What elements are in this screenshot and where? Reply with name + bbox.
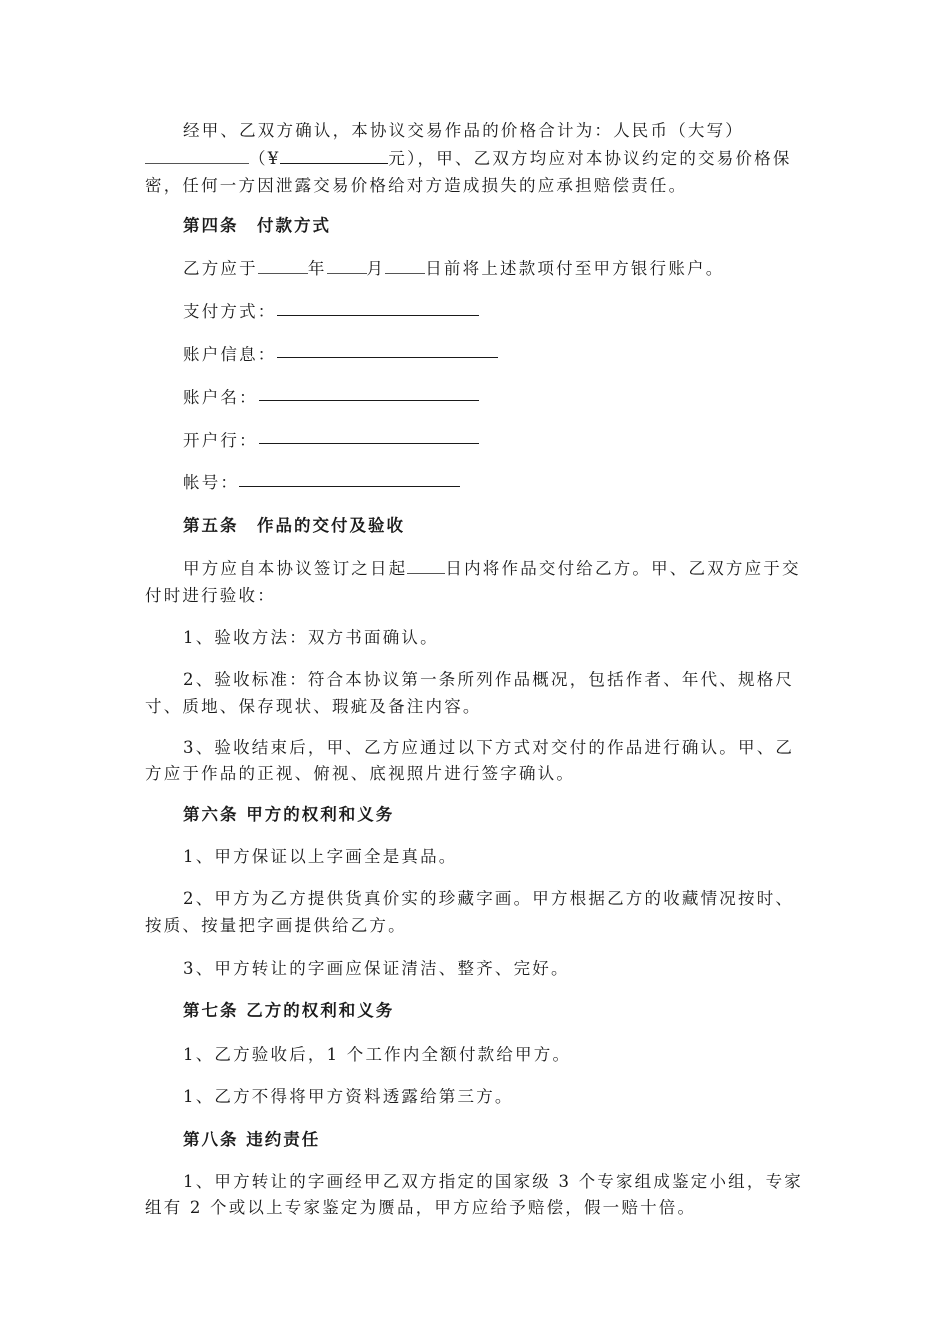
account-info-label: 账户信息：: [183, 345, 277, 364]
account-number-field[interactable]: [239, 486, 460, 487]
account-name-field[interactable]: [259, 400, 479, 401]
delivery-days-blank[interactable]: [407, 559, 445, 574]
article-4-title: 第四条 付款方式: [183, 216, 331, 235]
article-7-title: 第七条 乙方的权利和义务: [183, 1001, 395, 1020]
price-clause-line2: （¥ 元），甲、乙双方均应对本协议约定的交易价格保: [145, 145, 805, 169]
breach-item-1-line1: 1、甲方转让的字画经甲乙双方指定的国家级 3 个专家组成鉴定小组，专家: [183, 1172, 803, 1191]
account-number-label: 帐号：: [183, 473, 240, 492]
acceptance-item-2-line2: 寸、质地、保存现状、瑕疵及备注内容。: [145, 697, 482, 716]
pay-day-blank[interactable]: [385, 259, 425, 274]
acceptance-item-1: 1、验收方法：双方书面确认。: [183, 628, 439, 647]
pay-month-blank[interactable]: [327, 259, 367, 274]
party-b-item-1: 1、乙方验收后，1 个工作内全额付款给甲方。: [183, 1045, 572, 1064]
payment-deadline: 乙方应于 年 月 日前将上述款项付至甲方银行账户。: [183, 259, 725, 278]
amount-figures-blank[interactable]: [280, 149, 388, 164]
acceptance-item-2-line1: 2、验收标准：符合本协议第一条所列作品概况，包括作者、年代、规格尺: [183, 670, 795, 689]
bank-label: 开户行：: [183, 431, 258, 450]
article-6-title: 第六条 甲方的权利和义务: [183, 805, 395, 824]
acceptance-item-3-line2: 方应于作品的正视、俯视、底视照片进行签字确认。: [145, 764, 576, 783]
breach-item-1-line2: 组有 2 个或以上专家鉴定为赝品，甲方应给予赔偿，假一赔十倍。: [145, 1198, 697, 1217]
payment-method-label: 支付方式：: [183, 302, 277, 321]
party-a-item-3: 3、甲方转让的字画应保证清洁、整齐、完好。: [183, 959, 570, 978]
price-clause-line3: 密，任何一方因泄露交易价格给对方造成损失的应承担赔偿责任。: [145, 176, 688, 195]
account-name-label: 账户名：: [183, 388, 258, 407]
delivery-clause-line1: 甲方应自本协议签订之日起 日内将作品交付给乙方。甲、乙双方应于交: [183, 559, 801, 578]
party-a-item-2-line1: 2、甲方为乙方提供货真价实的珍藏字画。甲方根据乙方的收藏情况按时、: [183, 889, 795, 908]
bank-field[interactable]: [259, 443, 479, 444]
article-5-title: 第五条 作品的交付及验收: [183, 516, 405, 535]
acceptance-item-3-line1: 3、验收结束后，甲、乙方应通过以下方式对交付的作品进行确认。甲、乙: [183, 738, 795, 757]
article-8-title: 第八条 违约责任: [183, 1130, 321, 1149]
amount-words-blank[interactable]: [145, 149, 249, 164]
account-info-field[interactable]: [277, 357, 498, 358]
payment-method-field[interactable]: [277, 315, 479, 316]
delivery-clause-line2: 付时进行验收：: [145, 586, 276, 605]
party-a-item-2-line2: 按质、按量把字画提供给乙方。: [145, 916, 407, 935]
party-a-item-1: 1、甲方保证以上字画全是真品。: [183, 847, 458, 866]
party-b-item-2: 1、乙方不得将甲方资料透露给第三方。: [183, 1087, 514, 1106]
pay-year-blank[interactable]: [258, 259, 308, 274]
price-clause-line1: 经甲、乙双方确认，本协议交易作品的价格合计为：人民币（大写）: [183, 121, 744, 140]
